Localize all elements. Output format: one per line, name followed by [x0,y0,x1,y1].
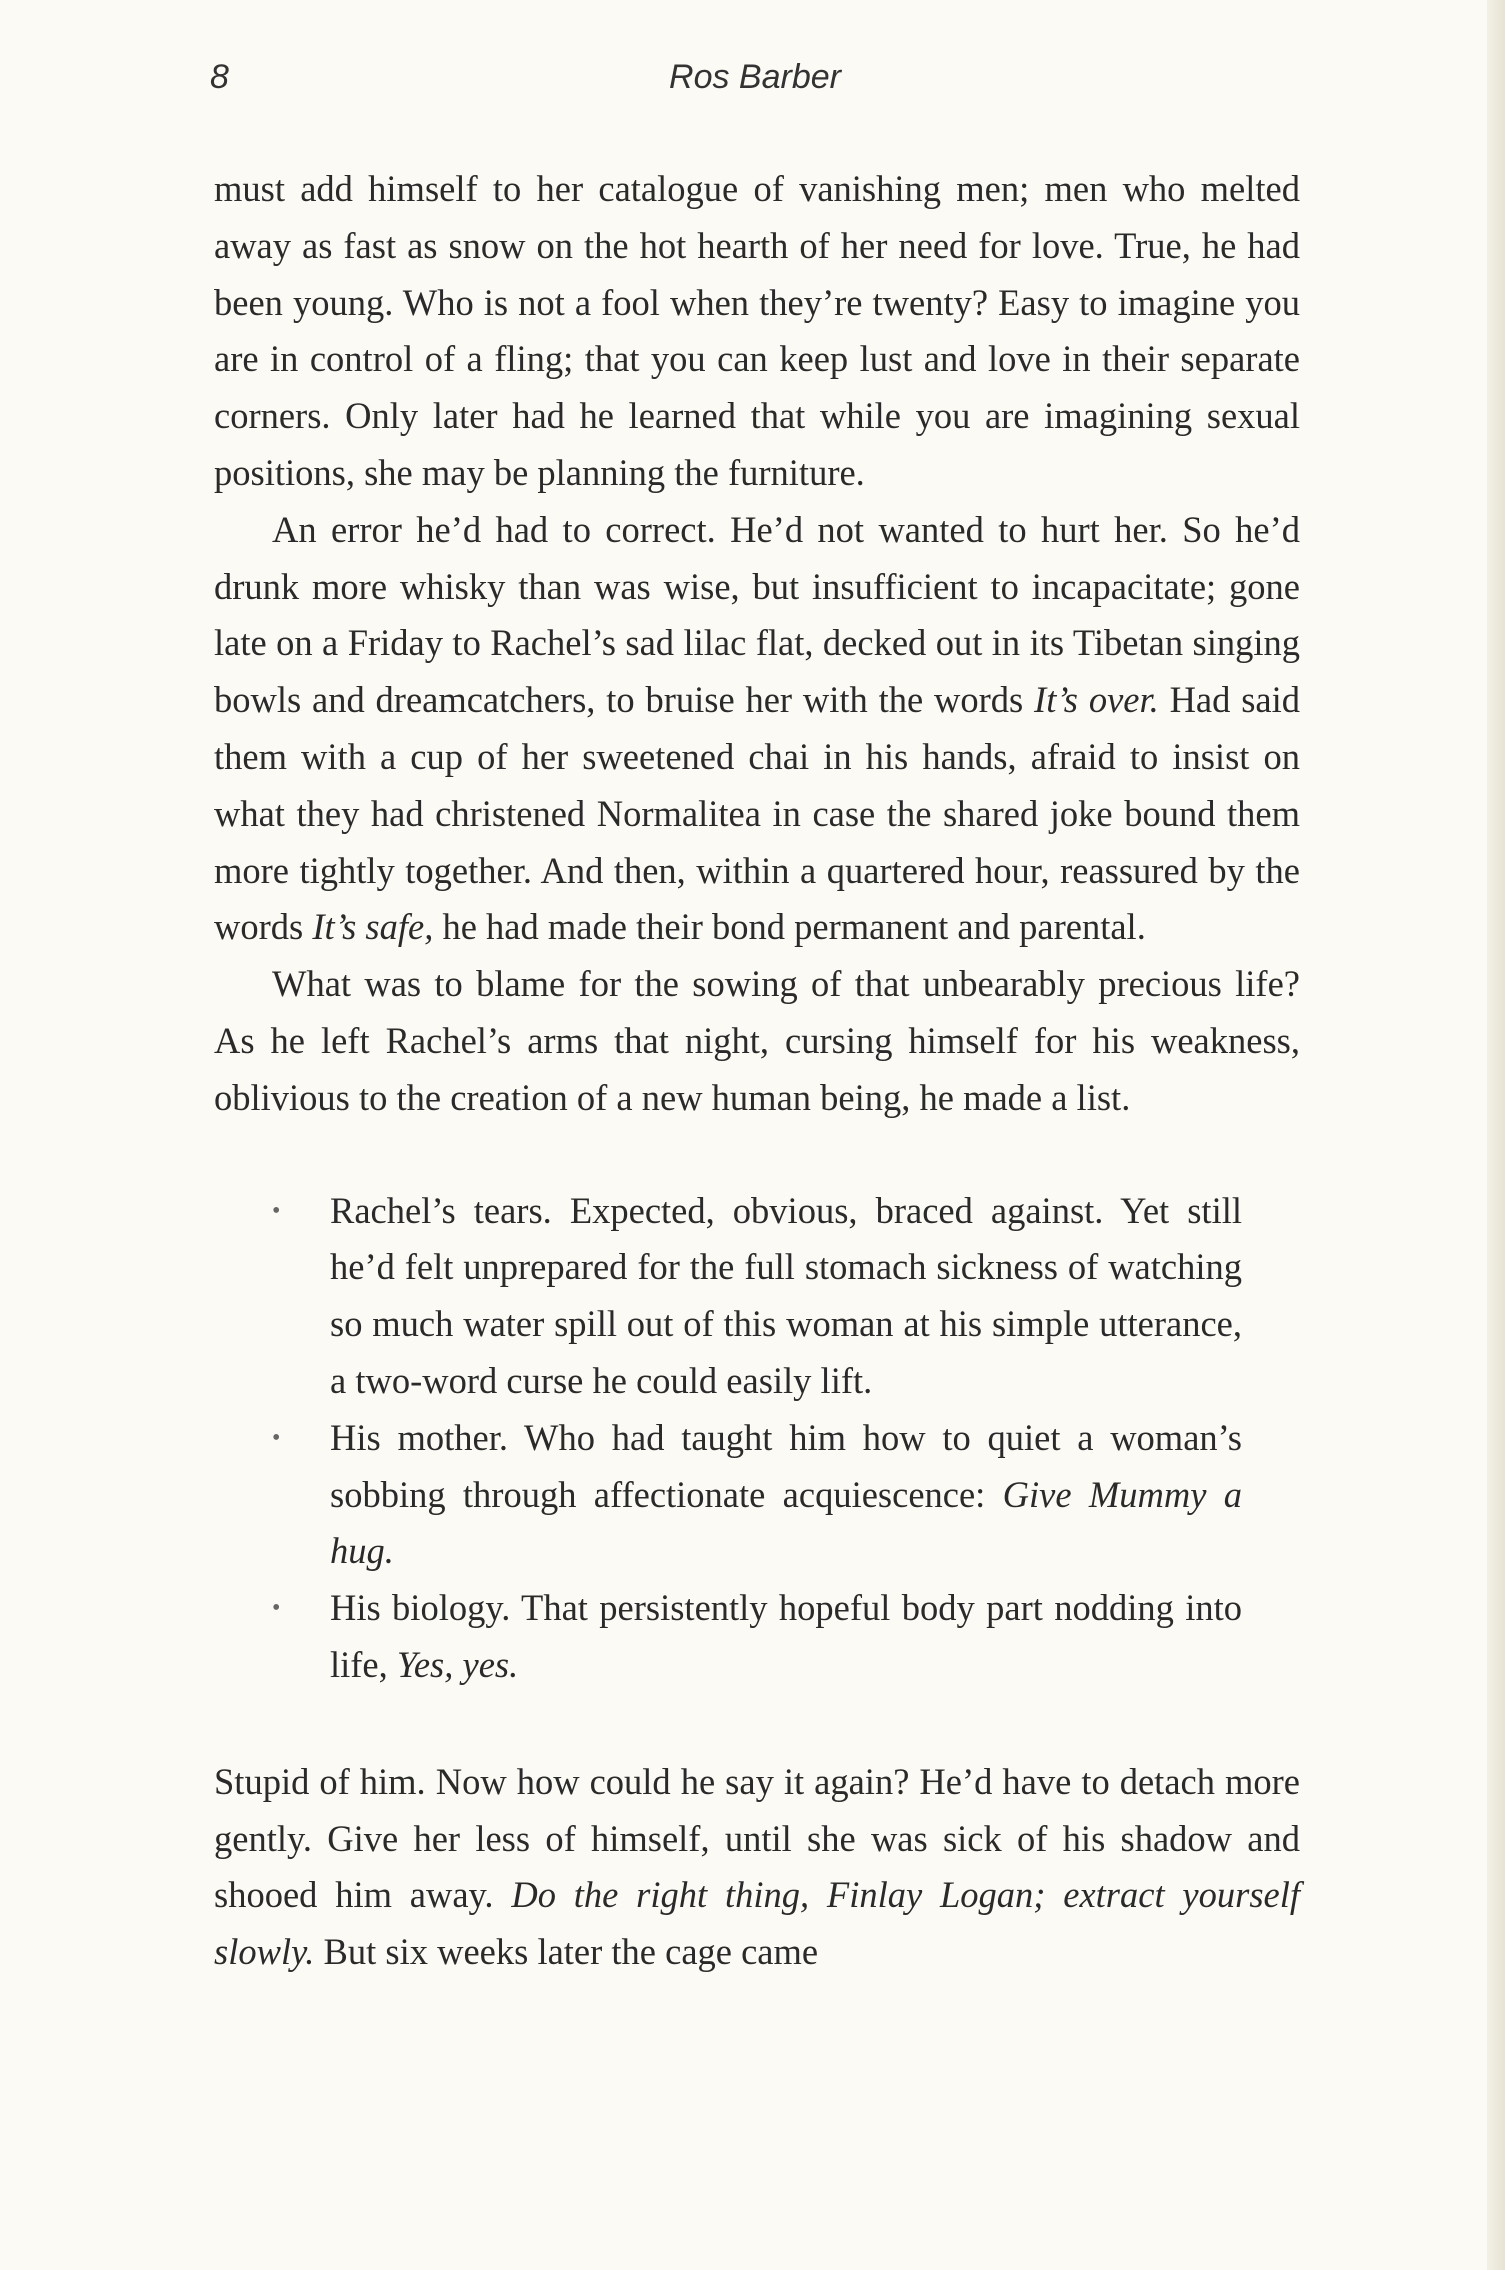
author-name: Ros Barber [669,58,841,96]
bullet: • [272,1595,281,1622]
italic-phrase: It’s safe, [312,906,434,948]
italic-phrase: Do the right thing, Finlay Logan; extract yourself slowly. [214,1874,1301,1973]
italic-phrase: Yes, yes. [396,1643,519,1685]
paragraph [214,502,1300,956]
page-edge [1487,0,1505,2270]
bullet: • [272,1424,281,1451]
body-text [214,161,1300,1981]
spacer [214,1127,1300,1183]
paragraph-text: An error he’d had to correct. He’d not wanted to hurt her. So he’d drunk more whisky than was wise, but insufficient to incapacitate; gone late on a Friday to Rachel’s sad lilac flat, decked out in its Tibetan singing bowls and dreamcatchers, to bruise her with the words [214,508,1300,721]
list-item-text: Rachel’s tears. Expected, obvious, braced against. Yet still he’d felt unprepared for the full stomach sickness of watching so much water spill out of this woman at his simple utterance, a two-word curse he could easily lift. [330,1189,1242,1401]
paragraph-text: Had said them with a cup of her sweetened chai in his hands, afraid to insist on what they had christened Normalitea in case the shared joke bound them more tightly together. And then, within a quartered hour, reassured by the words [214,679,1300,948]
paragraph-text: Stupid of him. Now how could he say it again? He’d have to detach more gently. Give her less of himself, until she was sick of his shadow and shooed him away. [214,1760,1300,1916]
italic-phrase: Give Mummy a hug. [330,1473,1243,1572]
italic-phrase: It’s over. [1034,679,1159,721]
paragraph-text: But six weeks later the cage came [314,1931,819,1973]
page-number: 8 [210,58,229,96]
spacer [214,1694,1300,1754]
list-item-text: His mother. Who had taught him how to quiet a woman’s sobbing through affectionate acquiescence: [330,1416,1242,1515]
running-head [210,58,1300,118]
paragraph: must add himself to her catalogue of vanishing men; men who melted away as fast as snow on the hot hearth of her need for love. True, he had been young. Who is not a fool when they’re twenty? Easy to imagine you are in control of a fling; that you can keep lust and love in their separate corners. Only later had he learned that while you are imagining sexual positions, she may be planning the furniture. [214,168,1300,493]
reason-list [214,1183,1300,1694]
list-item [214,1183,1300,1410]
list-item [214,1580,1300,1694]
list-item [214,1410,1300,1580]
list-item-text: His biology. That persistently hopeful body part nodding into life, [330,1587,1242,1685]
paragraph [214,1754,1300,1981]
paragraph: What was to blame for the sowing of that unbearably precious life? As he left Rachel’s arms that night, cursing himself for his weakness, oblivious to the creation of a new human being, he made a list. [214,963,1300,1118]
paragraph-text: he had made their bond permanent and parental. [433,906,1146,948]
bullet: • [272,1197,281,1224]
